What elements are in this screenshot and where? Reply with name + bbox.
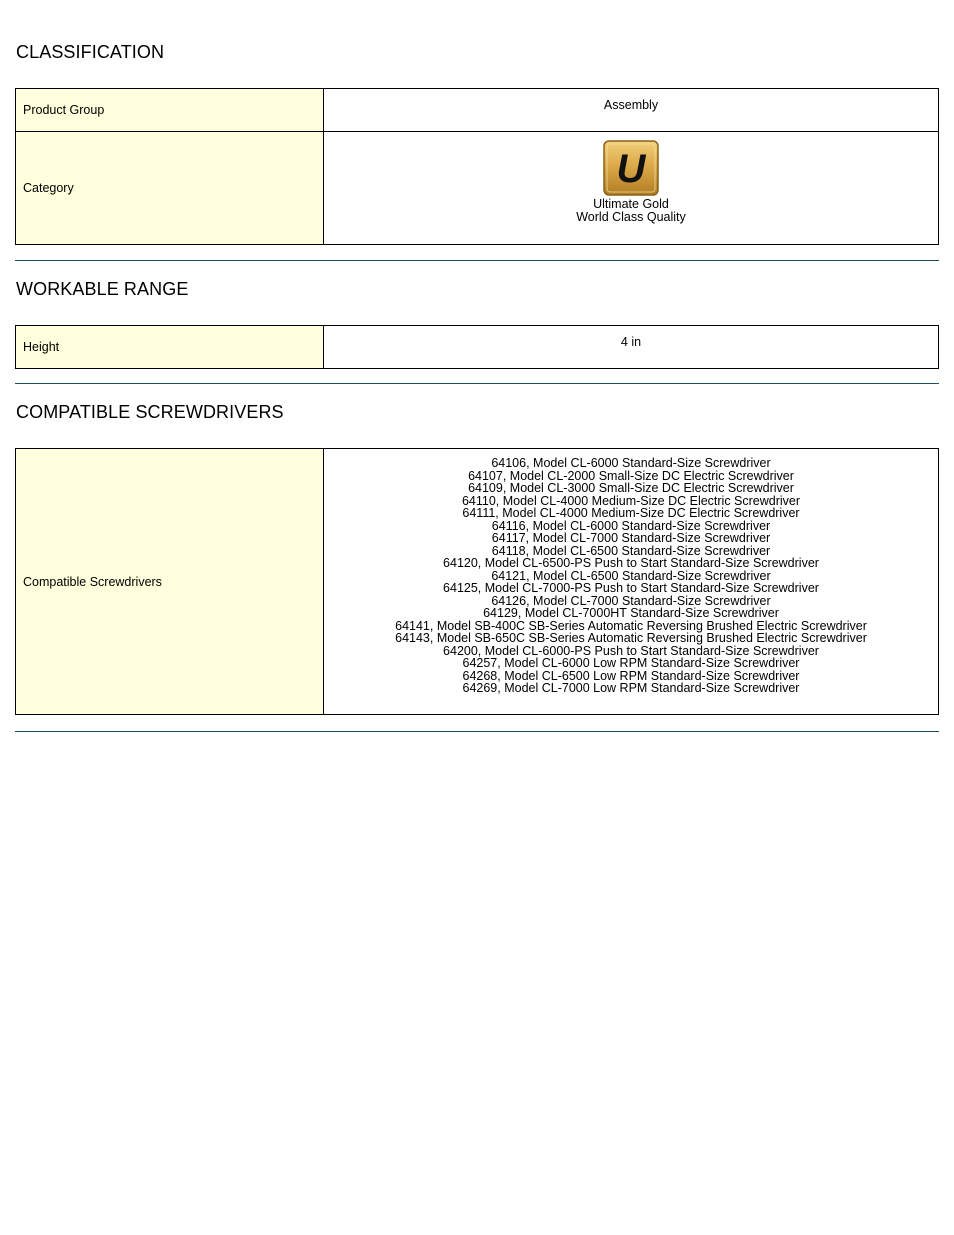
height-text: 4 in [620, 335, 642, 349]
section-divider [15, 260, 939, 261]
category-line1: Ultimate Gold [593, 197, 669, 211]
classification-table [15, 88, 939, 245]
table-row [16, 326, 939, 369]
list-item: 64141, Model SB-400C SB-Series Automatic Reversing Brushed Electric Screwdriver [395, 618, 867, 633]
list-item: 64111, Model CL-4000 Medium-Size DC Electric Screwdriver [462, 506, 800, 520]
section-divider [15, 731, 939, 732]
list-item: 64107, Model CL-2000 Small-Size DC Electric Screwdriver [468, 468, 794, 483]
category-text [324, 198, 938, 244]
list-item: 64121, Model CL-6500 Standard-Size Screwdriver [491, 568, 771, 583]
list-item: 64129, Model CL-7000HT Standard-Size Screwdriver [483, 606, 779, 620]
height-label: Height [16, 326, 324, 369]
list-item: 64126, Model CL-7000 Standard-Size Screwdriver [491, 593, 771, 608]
classification-title: CLASSIFICATION [16, 42, 165, 62]
product-group-label: Product Group [16, 89, 324, 132]
list-item: 64117, Model CL-7000 Standard-Size Screwdriver [491, 531, 771, 545]
table-row [16, 89, 939, 132]
list-item: 64109, Model CL-3000 Small-Size DC Electric Screwdriver [468, 481, 794, 495]
compatible-value [324, 449, 939, 715]
list-item: 64268, Model CL-6500 Low RPM Standard-Size Screwdriver [462, 668, 800, 683]
category-value [324, 132, 939, 245]
list-item: 64200, Model CL-6000-PS Push to Start Standard-Size Screwdriver [443, 643, 819, 658]
list-item: 64110, Model CL-4000 Medium-Size DC Electric Screwdriver [461, 493, 801, 508]
workable-range-table [15, 325, 939, 369]
compatible-label: Compatible Screwdrivers [16, 449, 324, 715]
list-item: 64116, Model CL-6000 Standard-Size Screwdriver [491, 518, 771, 533]
compatible-table [15, 448, 939, 715]
ultimate-gold-badge-icon [603, 140, 659, 196]
workable-range-title: WORKABLE RANGE [16, 279, 189, 299]
category-label: Category [16, 132, 324, 245]
section-divider [15, 383, 939, 384]
compatible-title: COMPATIBLE SCREWDRIVERS [16, 402, 284, 422]
list-item: 64120, Model CL-6500-PS Push to Start Standard-Size Screwdriver [443, 556, 819, 570]
list-item: 64106, Model CL-6000 Standard-Size Screwdriver [491, 456, 771, 470]
list-item: 64118, Model CL-6500 Standard-Size Screwdriver [491, 543, 771, 558]
list-item: 64269, Model CL-7000 Low RPM Standard-Size Screwdriver [462, 681, 800, 695]
compatible-list [324, 449, 938, 695]
list-item: 64125, Model CL-7000-PS Push to Start Standard-Size Screwdriver [443, 581, 819, 595]
svg-text:U: U [616, 147, 646, 191]
table-row [16, 132, 939, 245]
product-group-text: Assembly [603, 98, 659, 112]
category-line2: World Class Quality [576, 210, 686, 224]
list-item: 64143, Model SB-650C SB-Series Automatic Reversing Brushed Electric Screwdriver [395, 631, 867, 645]
table-row [16, 449, 939, 715]
height-value [324, 326, 939, 369]
product-group-value [324, 89, 939, 132]
list-item: 64257, Model CL-6000 Low RPM Standard-Size Screwdriver [462, 656, 800, 670]
